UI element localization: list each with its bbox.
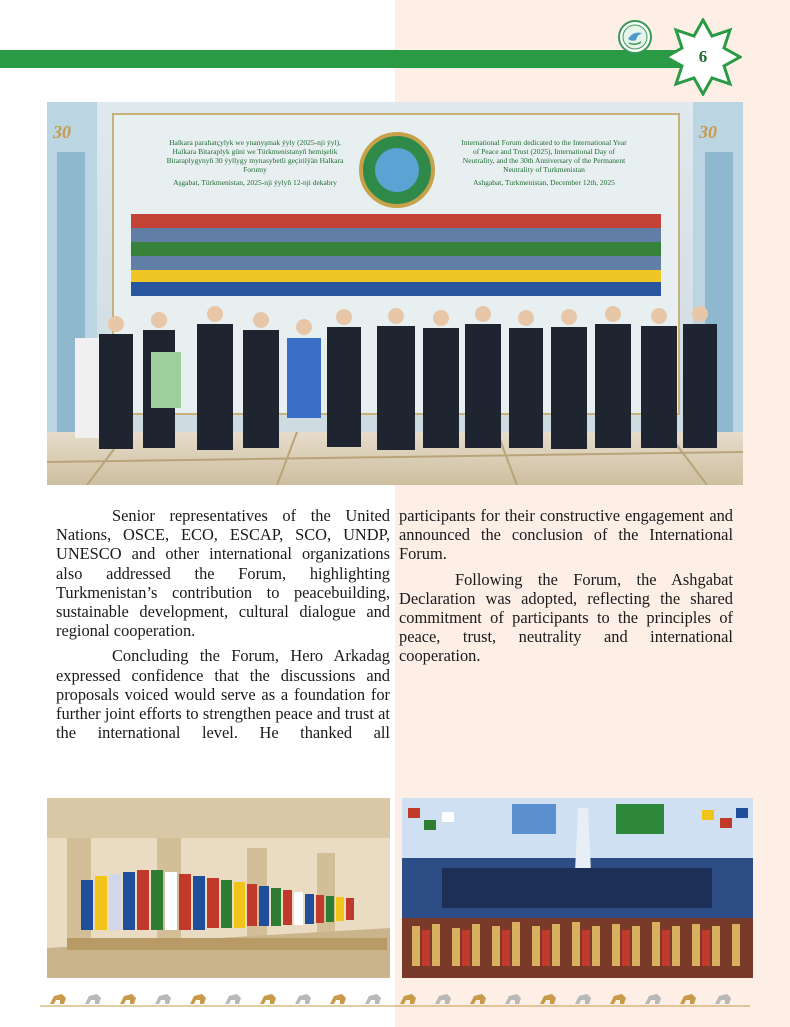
paragraph: Senior representatives of the United Nations, OSCE, ECO, ESCAP, SCO, UNDP, UNESCO and other international organizations also addressed the Forum, highlighting Turkmenistan’s contribution to peacebuilding, sustainable development, cultural dialogue and regional cooperation.: [56, 506, 390, 641]
concert-photo: [402, 798, 753, 978]
article-left-column: [56, 506, 390, 748]
anniversary-mark-right: 30: [699, 122, 717, 142]
horse-ornament-icon: [40, 986, 750, 1010]
paragraph: Following the Forum, the Ashgabat Declaration was adopted, reflecting the shared commitment of participants to the principles of peace, trust, neutrality and international cooperation.: [399, 569, 733, 666]
group-photo: [47, 102, 743, 485]
header-green-bar: [0, 50, 680, 68]
banner-left-text: Halkara parahatçylyk we ynanyşmak ýyly (2025-nji ýyl), Halkara Bitaraplyk güni we Türkmenistanyň hemişelik Bitaraplygynyň 30 ýyllygy mynasybetli geçirilýän Halkara Forumy Aşgabat, Türkmenistan, 2025-nji ýylyň 12-nji dekabry: [166, 138, 344, 187]
dove-emblem-icon: [618, 20, 652, 54]
banner-right-text: International Forum dedicated to the International Year of Peace and Trust (2025), International Day of Neutrality, and the 30th Anniversary of the Permanent Neutrality of Turkmenistan Ashgabat, Turkmenistan, December 12th, 2025: [461, 138, 627, 187]
paragraph: Concluding the Forum, Hero Arkadag expressed confidence that the discussions and proposals voiced would serve as a foundation for further joint efforts to strengthen peace and trust at the international level. He thanked all: [56, 646, 390, 743]
anniversary-mark-left: 30: [53, 122, 71, 142]
paragraph: participants for their constructive engagement and announced the conclusion of the International Forum.: [399, 506, 733, 564]
hall-flags-photo: [47, 798, 390, 978]
page-number: 6: [698, 47, 708, 66]
article-right-column: [399, 506, 733, 672]
